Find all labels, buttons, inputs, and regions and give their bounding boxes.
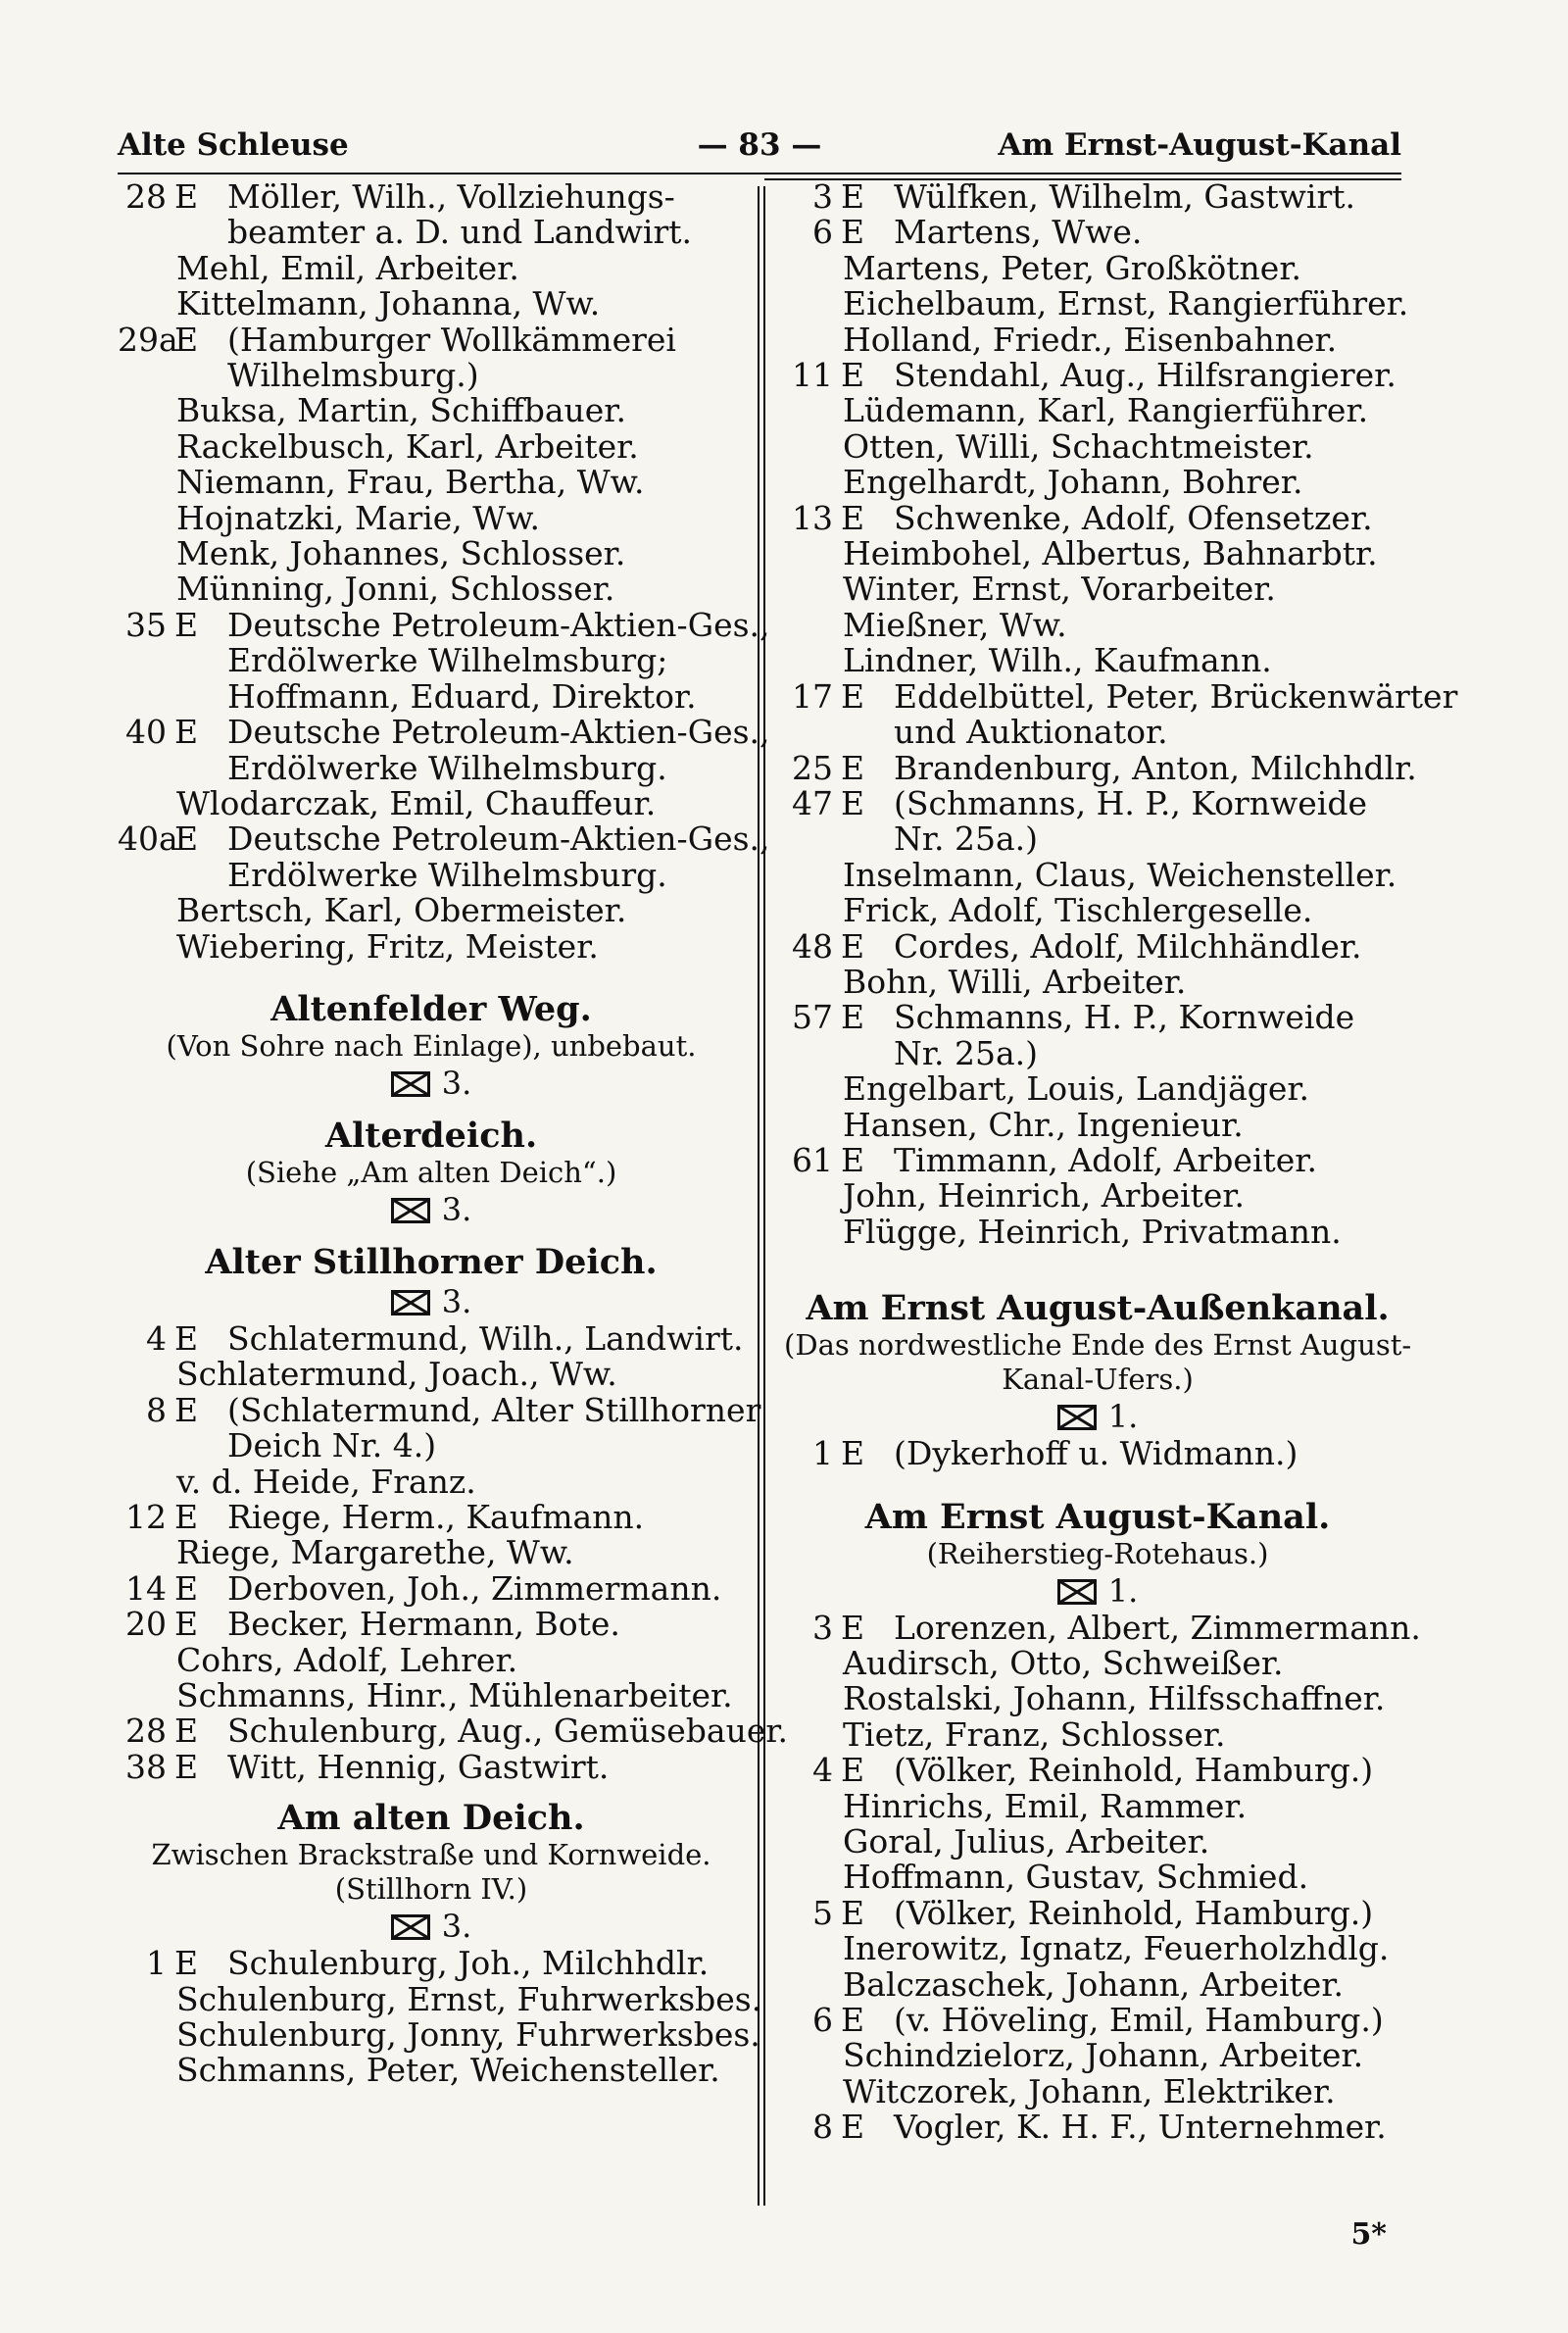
resident-line: Inerowitz, Ignatz, Feuerholzhdlg.	[843, 1929, 1390, 1968]
resident-line: Kittelmann, Johanna, Ww.	[176, 284, 601, 323]
entry-text: Vogler, K. H. F., Unternehmer.	[894, 2108, 1387, 2147]
section-subtitle: (Das nordwestliche Ende des Ernst August-	[784, 1328, 1412, 1363]
list-item	[784, 1000, 1411, 1035]
house-number: 1	[812, 1434, 833, 1473]
owner-mark: E	[841, 676, 865, 716]
house-number: 35	[125, 605, 167, 644]
resident-line: Riege, Margarethe, Ww.	[176, 1533, 574, 1572]
running-head-right: Am Ernst-August-Kanal	[998, 127, 1401, 163]
owner-mark: E	[174, 1318, 199, 1358]
entry-text: Wülfken, Wilhelm, Gastwirt.	[894, 177, 1355, 216]
entry-text: Brandenburg, Anton, Milchhdlr.	[894, 748, 1417, 787]
header-rule	[118, 173, 1401, 174]
entry-text: (Schmanns, H. P., Kornweide	[894, 783, 1367, 822]
section-title: Altenfelder Weg.	[270, 988, 592, 1029]
house-number: 29a	[118, 320, 178, 359]
entry-text: Timmann, Adolf, Arbeiter.	[894, 1140, 1317, 1179]
envelope-icon	[391, 1914, 430, 1940]
resident-line: Schindzielorz, Johann, Arbeiter.	[843, 2036, 1364, 2075]
entry-text: Schulenburg, Aug., Gemüsebauer.	[227, 1712, 788, 1751]
resident-line: Witczorek, Johann, Elektriker.	[843, 2071, 1336, 2110]
resident-line: Engelhardt, Johann, Bohrer.	[843, 463, 1303, 502]
list-item	[118, 1946, 745, 1981]
resident-line: Wlodarczak, Emil, Chauffeur.	[176, 783, 657, 822]
section-subtitle-2: (Stillhorn IV.)	[334, 1872, 528, 1907]
postal-district-number: 1.	[1107, 1398, 1139, 1436]
list-item	[118, 1712, 788, 1751]
house-number: 28	[125, 177, 167, 216]
right-entries-3	[784, 1608, 1421, 2147]
list-item	[784, 215, 1411, 250]
resident-line: Hojnatzki, Marie, Ww.	[176, 498, 541, 537]
owner-mark: E	[841, 2001, 865, 2040]
resident-line: Audirsch, Otto, Schweißer.	[843, 1644, 1284, 1682]
entry-text: Deutsche Petroleum-Aktien-Ges.,	[227, 605, 770, 644]
right-entries-2	[784, 1436, 1411, 1471]
owner-mark: E	[841, 177, 865, 216]
postal-district	[118, 1064, 745, 1103]
section-title: Am Ernst August-Außenkanal.	[806, 1288, 1390, 1329]
running-head-left: Alte Schleuse	[118, 127, 349, 163]
house-number: 40a	[118, 819, 178, 859]
owner-mark: E	[841, 498, 865, 537]
house-number: 28	[125, 1712, 167, 1751]
entry-text: Stendahl, Aug., Hilfsrangierer.	[894, 356, 1396, 395]
owner-mark: E	[174, 1747, 199, 1786]
resident-line: Otten, Willi, Schachtmeister.	[843, 426, 1314, 466]
postal-district-number: 3.	[441, 1908, 472, 1946]
resident-line: Niemann, Frau, Bertha, Ww.	[176, 463, 645, 502]
entry-text: Derboven, Joh., Zimmermann.	[227, 1568, 722, 1608]
resident-line: Schlatermund, Joach., Ww.	[176, 1355, 617, 1394]
running-head	[118, 125, 1401, 165]
section-title: Am alten Deich.	[277, 1798, 585, 1839]
resident-line: Martens, Peter, Großkötner.	[843, 248, 1301, 287]
house-number: 13	[792, 498, 833, 537]
house-number: 5	[812, 1893, 833, 1932]
resident-line: Mehl, Emil, Arbeiter.	[176, 248, 519, 287]
house-number: 38	[125, 1747, 167, 1786]
resident-line: v. d. Heide, Franz.	[176, 1462, 476, 1501]
entry-text: Eddelbüttel, Peter, Brückenwärter	[894, 676, 1458, 716]
resident-line: Balczaschek, Johann, Arbeiter.	[843, 1964, 1344, 2004]
resident-line: Winter, Ernst, Vorarbeiter.	[843, 570, 1276, 609]
entry-text: Schmanns, H. P., Kornweide	[894, 998, 1355, 1037]
owner-mark: E	[841, 926, 865, 966]
signature-mark: 5*	[1350, 2217, 1387, 2252]
house-number: 14	[125, 1568, 167, 1608]
entry-text: Schwenke, Adolf, Ofensetzer.	[894, 498, 1373, 537]
section-subtitle: (Von Sohre nach Einlage), unbebaut.	[166, 1028, 697, 1063]
postal-district	[784, 1397, 1411, 1436]
entry-continuation: beamter a. D. und Landwirt.	[227, 213, 693, 252]
section-subtitle: (Siehe „Am alten Deich“.)	[245, 1155, 617, 1189]
entry-text: Möller, Wilh., Vollziehungs-	[227, 177, 675, 216]
section-title: Alterdeich.	[324, 1115, 538, 1156]
resident-line: Eichelbaum, Ernst, Rangierführer.	[843, 284, 1409, 323]
list-item	[118, 1497, 745, 1536]
section-title: Alter Stillhorner Deich.	[205, 1241, 658, 1282]
resident-line: Lindner, Wilh., Kaufmann.	[843, 641, 1272, 680]
list-item	[784, 1893, 1411, 1932]
list-item	[784, 783, 1411, 822]
list-item	[118, 1747, 745, 1786]
entry-text: Martens, Wwe.	[894, 213, 1143, 252]
house-number: 11	[792, 356, 833, 395]
entry-continuation: Erdölwerke Wilhelmsburg.	[227, 855, 667, 894]
owner-mark: E	[174, 177, 199, 216]
house-number: 3	[812, 177, 833, 216]
left-column	[118, 177, 788, 2090]
house-number: 8	[812, 2108, 833, 2147]
entry-continuation: Nr. 25a.)	[894, 819, 1039, 859]
section-subtitle: (Reiherstieg-Rotehaus.)	[926, 1536, 1269, 1570]
postal-district	[118, 1907, 745, 1946]
list-item	[118, 605, 770, 644]
list-item	[118, 819, 770, 859]
house-number: 12	[125, 1497, 167, 1536]
entry-text: (Völker, Reinhold, Hamburg.)	[894, 1751, 1374, 1790]
postal-district	[118, 1282, 745, 1321]
postal-district-number: 3.	[441, 1190, 472, 1228]
postal-district-number: 3.	[441, 1282, 472, 1320]
house-number: 61	[792, 1140, 833, 1179]
list-item	[784, 1436, 1411, 1471]
entry-continuation: Hoffmann, Eduard, Direktor.	[227, 676, 697, 716]
list-item	[118, 1607, 745, 1642]
resident-line: Mießner, Ww.	[843, 605, 1067, 644]
postal-district	[784, 1571, 1411, 1611]
house-number: 3	[812, 1608, 833, 1647]
house-number: 25	[792, 748, 833, 787]
owner-mark: E	[841, 2108, 865, 2147]
entry-continuation: Erdölwerke Wilhelmsburg.	[227, 748, 667, 787]
house-number: 6	[812, 2001, 833, 2040]
list-item	[784, 676, 1458, 716]
entry-text: (Dykerhoff u. Widmann.)	[894, 1434, 1298, 1473]
resident-line: Hoffmann, Gustav, Schmied.	[843, 1858, 1309, 1897]
owner-mark: E	[174, 819, 199, 859]
entry-text: Schulenburg, Joh., Milchhdlr.	[227, 1944, 710, 1983]
resident-line: Schulenburg, Jonny, Fuhrwerksbes.	[176, 2015, 760, 2055]
left-entries-3	[118, 1944, 762, 2090]
entry-text: Becker, Hermann, Bote.	[227, 1605, 620, 1644]
resident-line: Schmanns, Peter, Weichensteller.	[176, 2051, 720, 2090]
list-item	[118, 320, 745, 359]
entry-text: Cordes, Adolf, Milchhändler.	[894, 926, 1362, 966]
entry-text: (Hamburger Wollkämmerei	[227, 320, 676, 359]
resident-line: Buksa, Martin, Schiffbauer.	[176, 391, 626, 430]
owner-mark: E	[841, 1893, 865, 1932]
house-number: 1	[146, 1944, 167, 1983]
owner-mark: E	[841, 1434, 865, 1473]
list-item	[784, 498, 1411, 537]
resident-line: Heimbohel, Albertus, Bahnarbtr.	[843, 534, 1378, 573]
resident-line: Hansen, Chr., Ingenieur.	[843, 1105, 1244, 1144]
entry-continuation: Wilhelmsburg.)	[227, 356, 479, 395]
resident-line: Cohrs, Adolf, Lehrer.	[176, 1640, 518, 1679]
house-number: 17	[792, 676, 833, 716]
section-subtitle-2: Kanal-Ufers.)	[1002, 1363, 1194, 1397]
resident-line: Flügge, Heinrich, Privatmann.	[843, 1212, 1342, 1251]
right-entries-1	[784, 177, 1458, 1251]
entry-continuation: und Auktionator.	[894, 713, 1168, 752]
list-item	[118, 179, 745, 215]
house-number: 6	[812, 213, 833, 252]
resident-line: Schulenburg, Ernst, Fuhrwerksbes.	[176, 1979, 762, 2018]
resident-line: Menk, Johannes, Schlosser.	[176, 534, 626, 573]
owner-mark: E	[841, 213, 865, 252]
right-column	[784, 177, 1458, 2147]
resident-line: Wiebering, Fritz, Meister.	[176, 926, 599, 966]
column-divider-double	[763, 186, 765, 2206]
house-number: 20	[125, 1605, 167, 1644]
owner-mark: E	[841, 783, 865, 822]
resident-line: Münning, Jonni, Schlosser.	[176, 570, 615, 609]
owner-mark: E	[174, 605, 199, 644]
entry-text: (Schlatermund, Alter Stillhorner	[227, 1390, 761, 1429]
house-number: 8	[146, 1390, 167, 1429]
resident-line: Holland, Friedr., Eisenbahner.	[843, 320, 1338, 359]
owner-mark: E	[174, 1712, 199, 1751]
resident-line: Bohn, Willi, Arbeiter.	[843, 962, 1187, 1001]
entry-text: Schlatermund, Wilh., Landwirt.	[227, 1318, 744, 1358]
page-number: — 83 —	[697, 127, 822, 163]
owner-mark: E	[174, 320, 199, 359]
owner-mark: E	[174, 1568, 199, 1608]
entry-text: Witt, Hennig, Gastwirt.	[227, 1747, 610, 1786]
resident-line: Inselmann, Claus, Weichensteller.	[843, 855, 1397, 894]
entry-continuation: Deich Nr. 4.)	[227, 1426, 437, 1465]
left-entries-2	[118, 1318, 788, 1786]
entry-continuation: Erdölwerke Wilhelmsburg;	[227, 641, 668, 680]
list-item	[784, 1608, 1421, 1647]
owner-mark: E	[841, 356, 865, 395]
owner-mark: E	[174, 1390, 199, 1429]
envelope-icon	[391, 1290, 430, 1315]
owner-mark: E	[841, 998, 865, 1037]
left-entries-1	[118, 177, 770, 966]
resident-line: Bertsch, Karl, Obermeister.	[176, 891, 627, 930]
entry-text: Riege, Herm., Kaufmann.	[227, 1497, 645, 1536]
owner-mark: E	[841, 1751, 865, 1790]
owner-mark: E	[174, 1944, 199, 1983]
envelope-icon	[391, 1071, 430, 1097]
envelope-icon	[391, 1198, 430, 1223]
envelope-icon	[1057, 1579, 1097, 1605]
envelope-icon	[1057, 1405, 1097, 1430]
postal-district-number: 3.	[441, 1064, 472, 1102]
entry-continuation: Nr. 25a.)	[894, 1033, 1039, 1072]
list-item	[784, 179, 1411, 215]
entry-text: (Völker, Reinhold, Hamburg.)	[894, 1893, 1374, 1932]
postal-district	[118, 1190, 745, 1229]
list-item	[784, 2110, 1411, 2145]
resident-line: Lüdemann, Karl, Rangierführer.	[843, 391, 1369, 430]
entry-text: (v. Höveling, Emil, Hamburg.)	[894, 2001, 1384, 2040]
resident-line: Schmanns, Hinr., Mühlenarbeiter.	[176, 1676, 733, 1714]
list-item	[784, 926, 1411, 966]
resident-line: Goral, Julius, Arbeiter.	[843, 1822, 1210, 1861]
owner-mark: E	[174, 713, 199, 752]
list-item	[118, 1390, 761, 1429]
list-item	[118, 1318, 745, 1358]
resident-line: Hinrichs, Emil, Rammer.	[843, 1786, 1248, 1825]
list-item	[118, 1568, 745, 1608]
house-number: 40	[125, 713, 167, 752]
house-number: 4	[146, 1318, 167, 1358]
house-number: 4	[812, 1751, 833, 1790]
owner-mark: E	[841, 1608, 865, 1647]
resident-line: Tietz, Franz, Schlosser.	[843, 1714, 1226, 1754]
list-item	[118, 713, 770, 752]
list-item	[784, 1140, 1411, 1179]
entry-text: Lorenzen, Albert, Zimmermann.	[894, 1608, 1421, 1647]
owner-mark: E	[174, 1497, 199, 1536]
column-divider	[758, 186, 760, 2206]
resident-line: Frick, Adolf, Tischlergeselle.	[843, 891, 1313, 930]
resident-line: Rackelbusch, Karl, Arbeiter.	[176, 426, 639, 466]
house-number: 47	[792, 783, 833, 822]
resident-line: Engelbart, Louis, Landjäger.	[843, 1069, 1310, 1109]
house-number: 48	[792, 926, 833, 966]
list-item	[784, 1753, 1411, 1788]
entry-text: Deutsche Petroleum-Aktien-Ges.,	[227, 713, 770, 752]
list-item	[784, 2003, 1411, 2038]
entry-text: Deutsche Petroleum-Aktien-Ges.,	[227, 819, 770, 859]
resident-line: John, Heinrich, Arbeiter.	[843, 1176, 1245, 1216]
resident-line: Rostalski, Johann, Hilfsschaffner.	[843, 1679, 1386, 1718]
postal-district-number: 1.	[1107, 1571, 1139, 1610]
house-number: 57	[792, 998, 833, 1037]
list-item	[784, 358, 1411, 393]
section-subtitle: Zwischen Brackstraße und Kornweide.	[151, 1838, 711, 1872]
owner-mark: E	[174, 1605, 199, 1644]
list-item	[784, 748, 1417, 787]
owner-mark: E	[841, 1140, 865, 1179]
section-title: Am Ernst August-Kanal.	[864, 1496, 1331, 1537]
owner-mark: E	[841, 748, 865, 787]
